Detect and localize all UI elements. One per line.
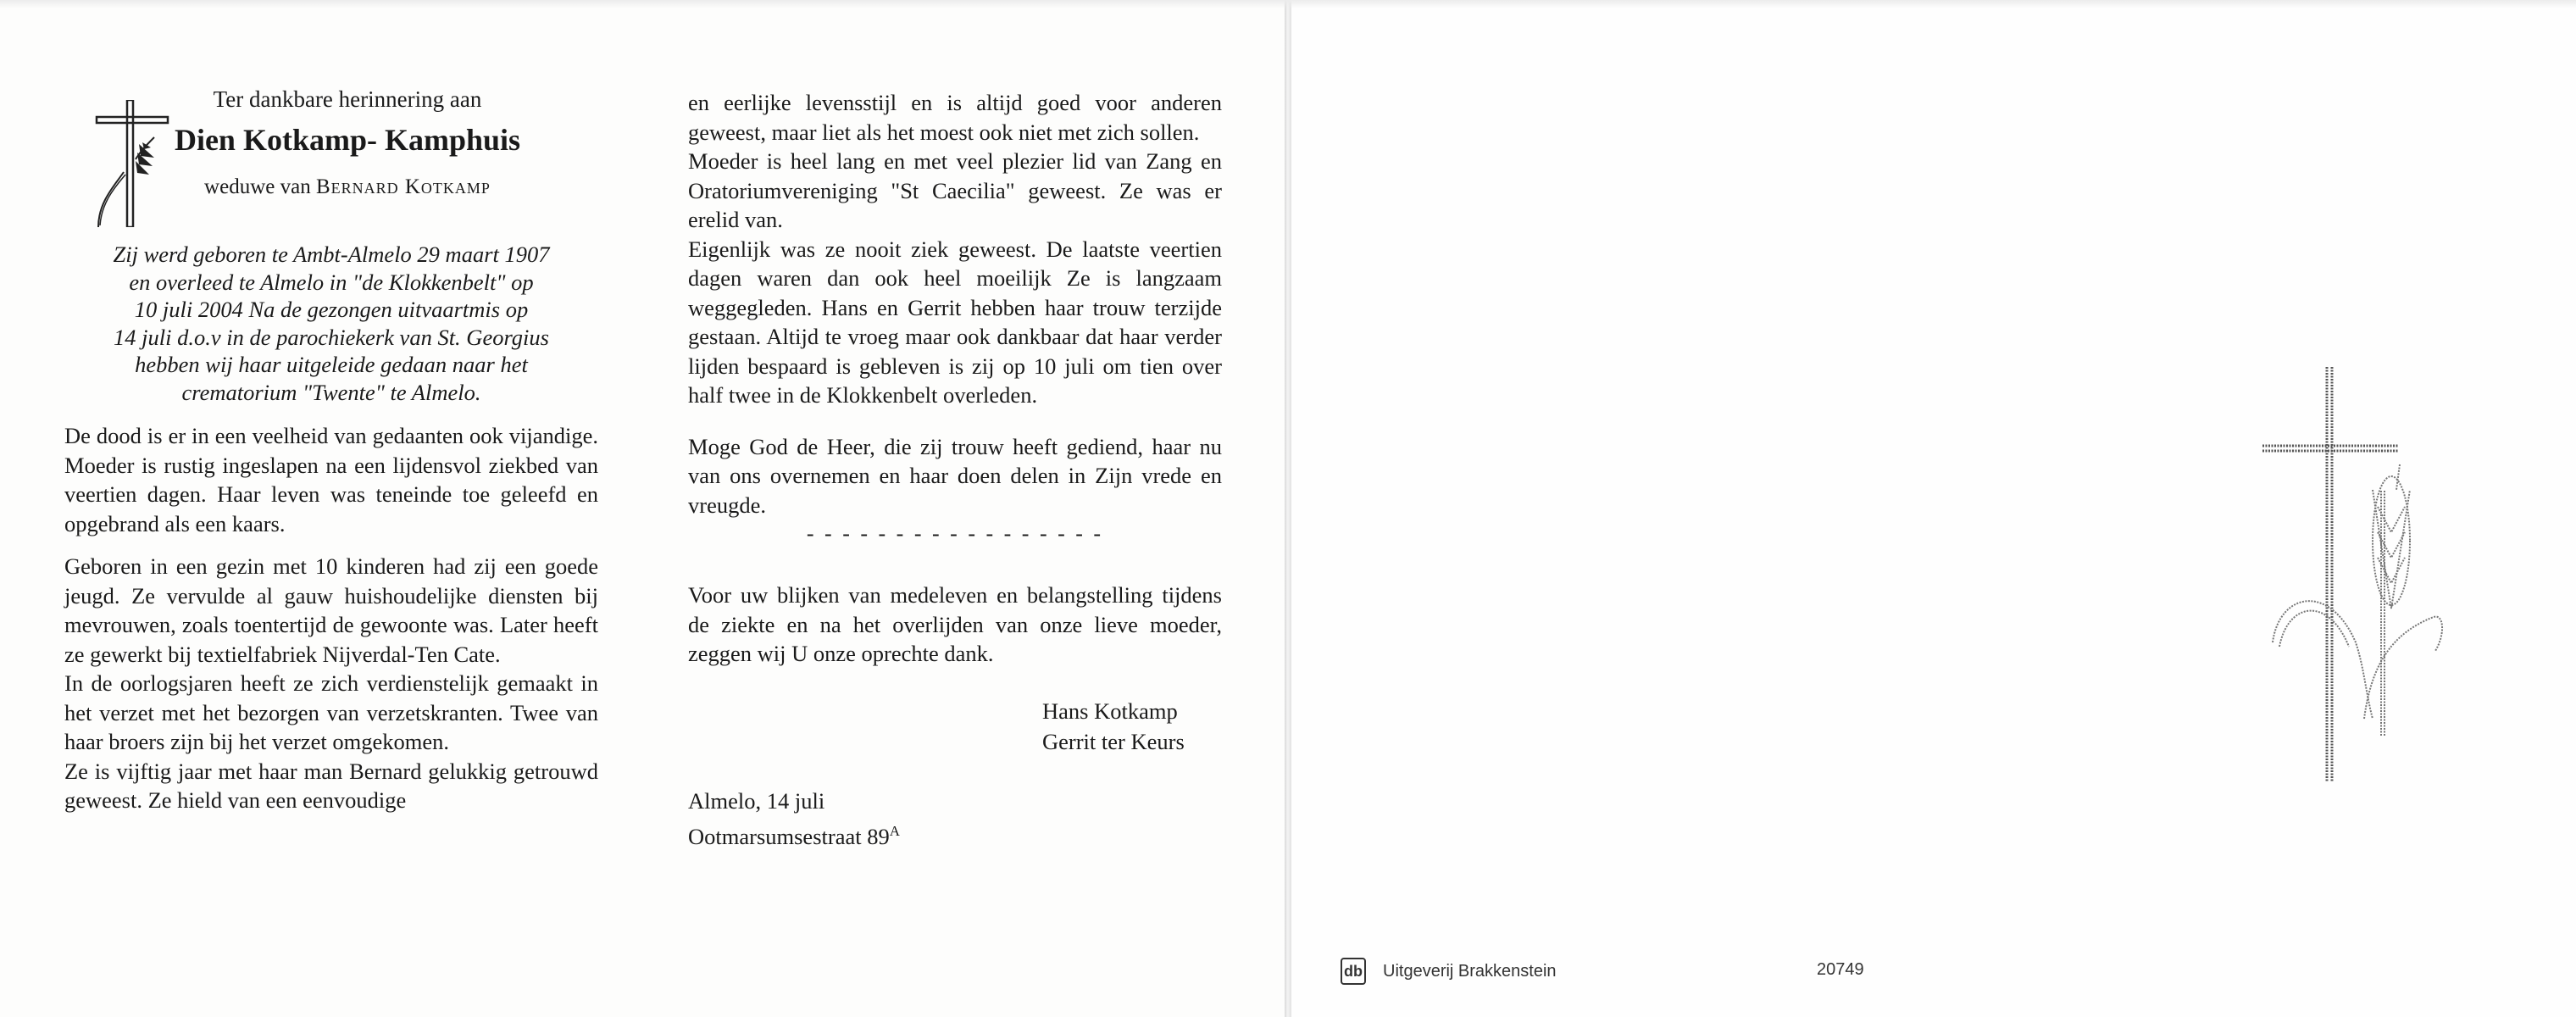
bio-line: en overleed te Almelo in "de Klokkenbelt" op <box>129 269 534 295</box>
paragraph: Moeder is heel lang en met veel plezier lid van Zang en Oratoriumvereniging "St Caecilia" geweest. Ze was er erelid van. <box>688 148 1222 232</box>
cross-with-wheat-illustration-icon <box>2254 363 2457 786</box>
widow-prefix: weduwe van <box>204 175 311 198</box>
signatories <box>1042 696 1222 757</box>
memorial-text-part-2 <box>688 88 1222 520</box>
place-and-address <box>688 786 1222 852</box>
thanks-text: Voor uw blijken van medeleven en belangstelling tijdens de ziekte en na het overlijden van onze lieve moeder, zeggen wij U onze oprechte dank. <box>688 582 1222 666</box>
top-shadow <box>0 0 2576 8</box>
publisher-imprint <box>1341 954 1557 988</box>
paragraph: De dood is er in een veelheid van gedaanten ook vijandige. Moeder is rustig ingeslapen na een lijdensvol ziekbed van veertien dagen. Haar leven was teneinde toe geleefd en opgebrand als een kaars. <box>64 423 598 536</box>
address-suffix: A <box>889 822 900 839</box>
bio-line: Zij werd geboren te Ambt-Almelo 29 maart 1907 <box>113 242 550 267</box>
bio-line: 10 juli 2004 Na de gezongen uitvaartmis op <box>134 297 529 322</box>
card-fold <box>1285 0 1291 1017</box>
biography <box>64 241 598 406</box>
card-header <box>169 85 525 202</box>
signer-name: Gerrit ter Keurs <box>1042 728 1185 754</box>
paragraph: en eerlijke levensstijl en is altijd goed voor anderen geweest, maar liet als het moest ook niet met zich sollen. <box>688 90 1222 145</box>
signer-name: Hans Kotkamp <box>1042 697 1178 724</box>
bio-line: 14 juli d.o.v in de parochiekerk van St. Georgius <box>114 324 549 350</box>
husband-name: Bernard Kotkamp <box>315 175 491 198</box>
deceased-name: Dien Kotkamp- Kamphuis <box>174 123 521 157</box>
paragraph: Ze is vijftig jaar met haar man Bernard gelukkig getrouwd geweest. Ze hield van een eenvoudige <box>64 758 598 813</box>
paragraph: Eigenlijk was ze nooit ziek geweest. De laatste veertien dagen waren dan ook heel moeilijk Ze is langzaam weggegleden. Hans en Gerrit hebben haar trouw terzijde gestaan. Altijd te vroeg maar ook dankbaar dat haar verder lijden bespaard is gebleven is zij op 10 juli om tien over half twee in de Klokkenbelt overleden. <box>688 236 1222 408</box>
separator: - - - - - - - - - - - - - - - - - <box>806 521 1104 546</box>
publisher-logo-icon: db <box>1341 958 1366 985</box>
widow-line <box>169 173 525 202</box>
text-column-right <box>688 88 1222 851</box>
card-number: 20749 <box>1817 960 1864 979</box>
address <box>688 816 1222 852</box>
text-column-left <box>64 85 598 815</box>
memorial-text-part-1 <box>64 421 598 815</box>
bio-line: hebben wij haar uitgeleide gedaan naar het <box>135 352 528 377</box>
place-date: Almelo, 14 juli <box>688 787 825 814</box>
paragraph: In de oorlogsjaren heeft ze zich verdienstelijk gemaakt in het verzet met het bezorgen van verzetskranten. Twee van haar broers zijn bij het verzet omgekomen. <box>64 670 598 754</box>
address-street: Ootmarsumsestraat 89 <box>688 823 890 849</box>
intro-line: Ter dankbare herinnering aan <box>213 86 482 112</box>
publisher-name: Uitgeverij Brakkenstein <box>1383 961 1557 981</box>
paragraph: Geboren in een gezin met 10 kinderen had zij een goede jeugd. Ze vervulde al gauw huishoudelijke diensten bij mevrouwen, zoals toentertijd de gewoonte was. Later heeft ze gewerkt bij textielfabriek Nijverdal-Ten Cate. <box>64 553 598 667</box>
bio-line: crematorium "Twente" te Almelo. <box>181 379 481 405</box>
prayer: Moge God de Heer, die zij trouw heeft gediend, haar nu van ons overnemen en haar doen delen in Zijn vrede en vreugde. <box>688 433 1222 518</box>
cross-with-wheat-icon <box>90 100 175 227</box>
